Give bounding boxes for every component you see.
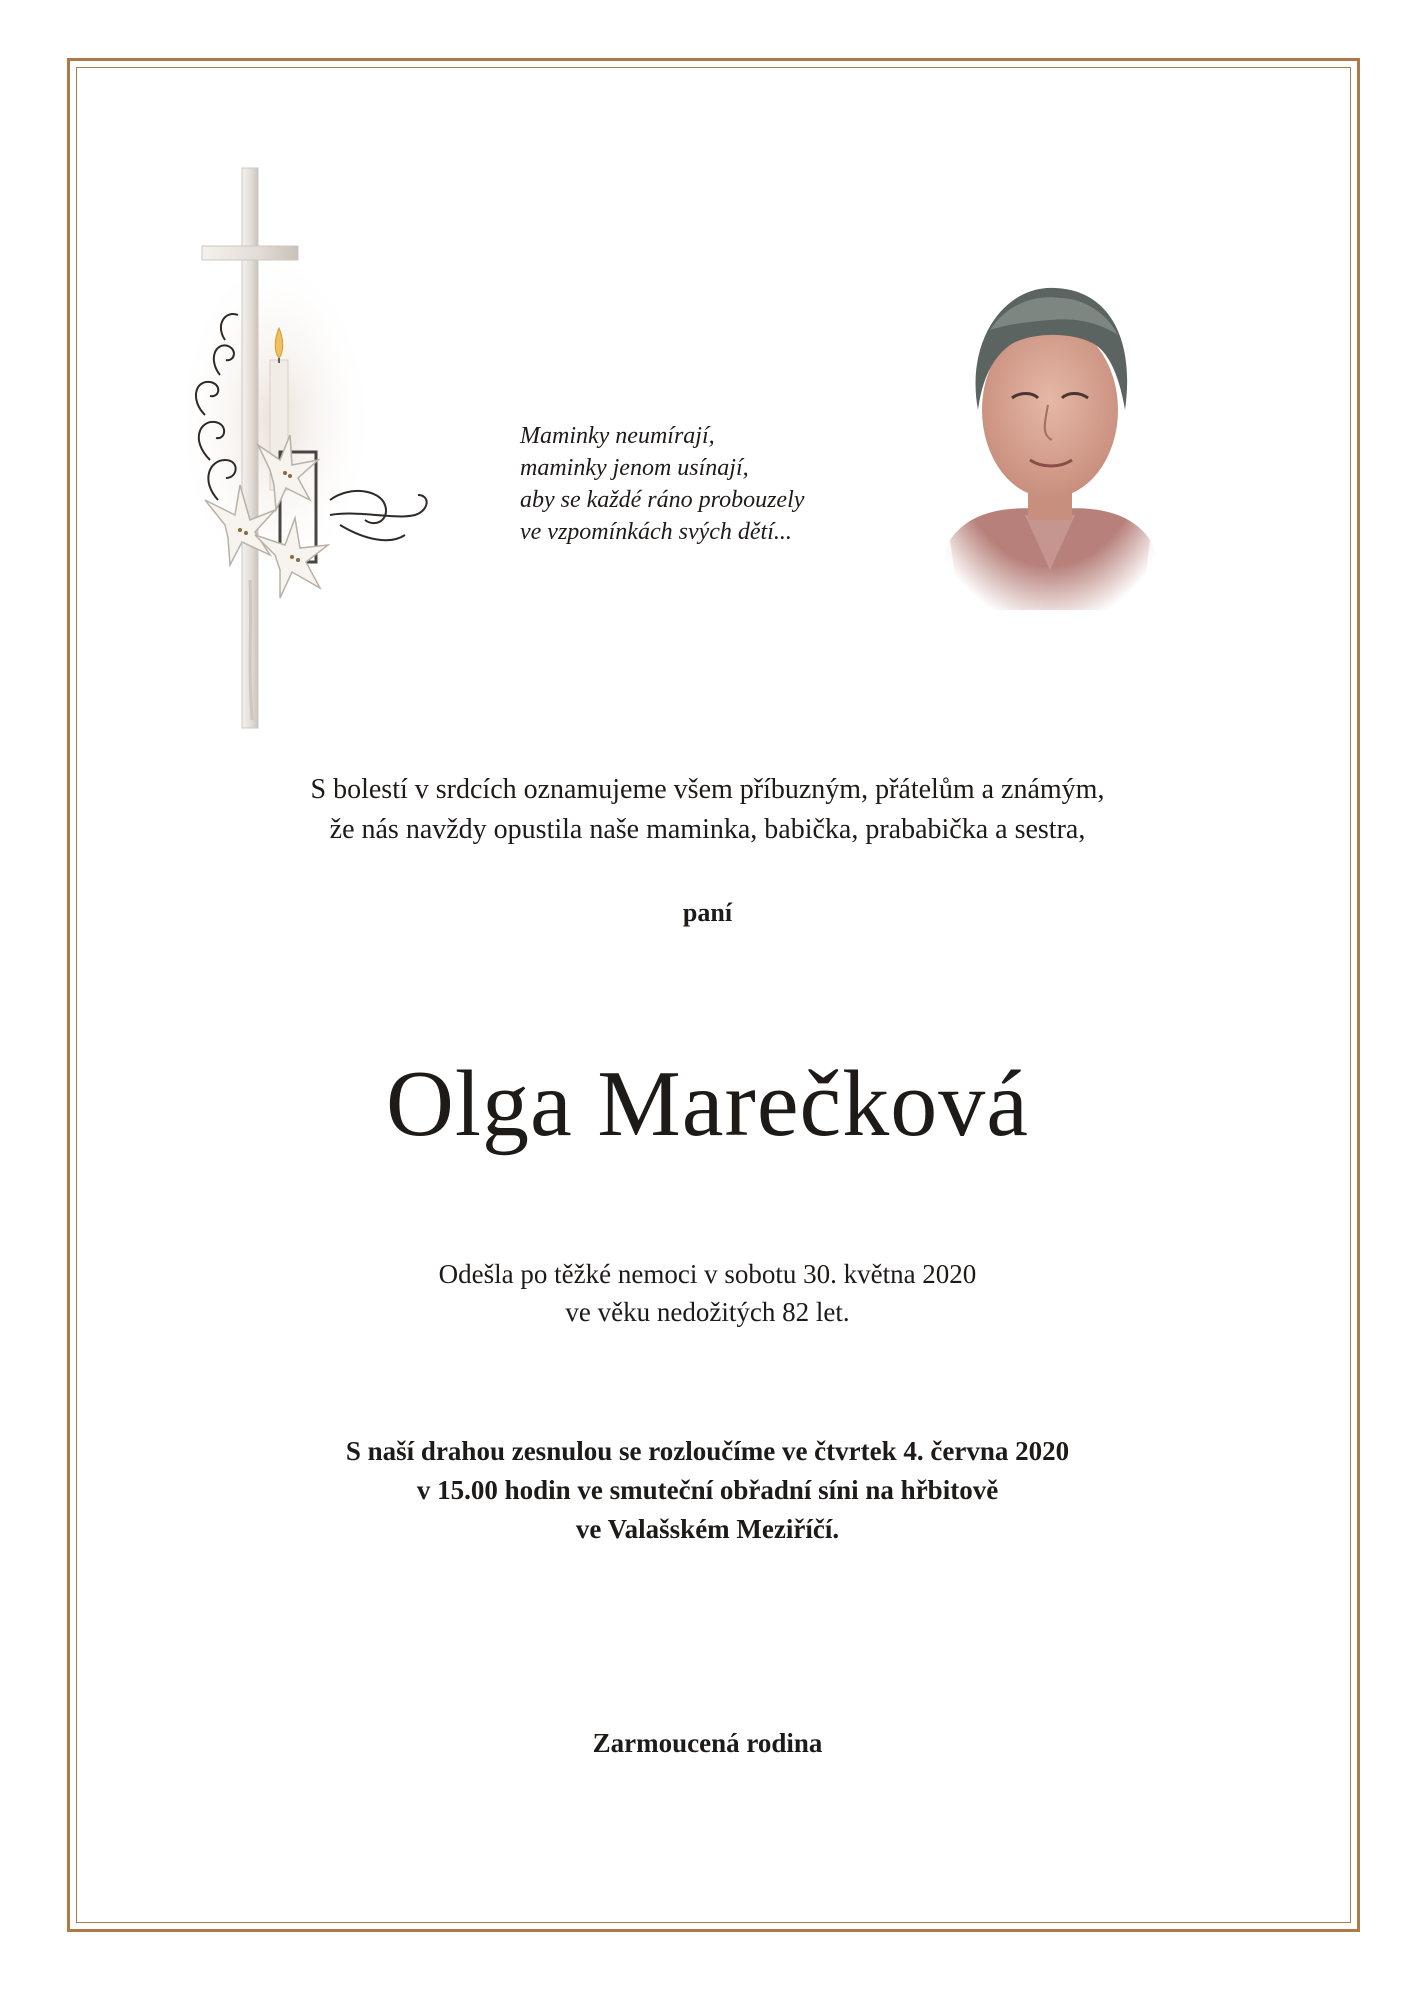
portrait-photo: [930, 270, 1170, 610]
deceased-name: Olga Marečková: [386, 1052, 1029, 1156]
poem-line: maminky jenom usínají,: [520, 455, 749, 481]
departed-line: ve věku nedožitých 82 let.: [565, 1297, 850, 1327]
poem-line: ve vzpomínkách svých dětí...: [520, 519, 792, 545]
poem-line: Maminky neumírají,: [520, 423, 715, 449]
funeral-line: S naší drahou zesnulou se rozloučíme ve čtvrtek 4. června 2020: [345, 1436, 1070, 1466]
funeral-line: v 15.00 hodin ve smuteční obřadní síni na hřbitově: [416, 1475, 999, 1505]
announcement-line: že nás navždy opustila naše maminka, babička, prababička a sestra,: [329, 814, 1086, 845]
title-word: paní: [682, 898, 733, 927]
family-signature: Zarmoucená rodina: [592, 1728, 823, 1758]
cross-candle-lilies-illustration: [180, 160, 440, 740]
announcement-text: [0, 770, 1415, 850]
departed-line: Odešla po těžké nemoci v sobotu 30. května 2020: [438, 1259, 977, 1289]
poem-verse: [520, 420, 880, 548]
poem-line: aby se každé ráno probouzely: [520, 487, 805, 513]
departed-text: [0, 1255, 1415, 1331]
announcement-line: S bolestí v srdcích oznamujeme všem příbuzným, přátelům a známým,: [310, 774, 1105, 805]
funeral-line: ve Valašském Meziříčí.: [575, 1514, 840, 1544]
funeral-details: [0, 1432, 1415, 1549]
